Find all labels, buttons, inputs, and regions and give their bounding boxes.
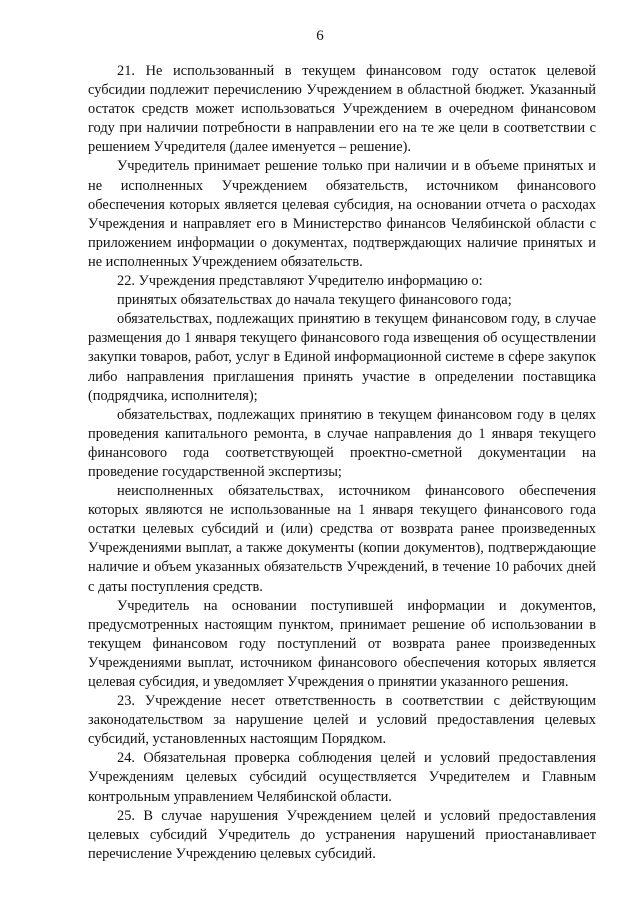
page-number: 6 (316, 28, 324, 44)
paragraph-25: 25. В случае нарушения Учреждением целей и условий предоставления целевых субсидий Учредитель до устранения нарушений приостанавливает перечисление Учреждению целевых субсидий. (88, 807, 596, 862)
paragraph-repair-obligations: обязательствах, подлежащих принятию в текущем финансовом году в целях проведения капитального ремонта, в случае направления до 1 января текущего финансового года соответствующей проектно-сметной документации на проведение государственной экспертизы; (88, 406, 596, 480)
paragraph-founder-returns-decision: Учредитель на основании поступившей информации и документов, предусмотренных настоящим пунктом, принимает решение об использовании в текущем финансовом году поступлений от возврата ранее произведенных Учреждениями выплат, источником финансового обеспечения которых является целевая субсидия, и уведомляет Учреждения о принятии указанного решения. (88, 597, 596, 690)
paragraph-unfulfilled-obligations: неисполненных обязательствах, источником финансового обеспечения которых являются не использованные на 1 января текущего финансового года остатки целевых субсидий и (или) средства от возврата ранее произведенных Учреждениями выплат, а также документы (копии документов), подтверждающие наличие и объем указанных обязательств Учреждений, в течение 10 рабочих дней с даты поступления средств. (88, 483, 596, 595)
paragraph-22: 22. Учреждения представляют Учредителю информацию о: (117, 273, 483, 290)
paragraph-procurement-obligations: обязательствах, подлежащих принятию в текущем финансовом году, в случае размещения до 1 января текущего финансового года извещения об осуществлении закупки товаров, работ, услуг в Единой информационной системе в сфере закупок либо направления приглашения принять участие в определении поставщика (подрядчика, исполнителя); (88, 311, 596, 404)
paragraph-24: 24. Обязательная проверка соблюдения целей и условий предоставления Учреждениям целевых субсидий осуществляется Учредителем и Главным контрольным управлением Челябинской области. (88, 750, 596, 805)
paragraph-21: 21. Не использованный в текущем финансовом году остаток целевой субсидии подлежит перечислению Учреждением в областной бюджет. Указанный остаток средств может использоваться Учреждением в очередном финансовом году при наличии потребности в направлении его на те же цели в соответствии с решением Учредителя (далее именуется – решение). (88, 63, 596, 156)
paragraph-23: 23. Учреждение несет ответственность в соответствии с действующим законодательством за нарушение целей и условий предоставления целевых субсидий, установленных настоящим Порядком. (88, 693, 596, 748)
paragraph-accepted-obligations: принятых обязательствах до начала текущего финансового года; (117, 292, 512, 309)
paragraph-founder-decision: Учредитель принимает решение только при наличии и в объеме принятых и не исполненных Учреждением обязательств, источником финансового обеспечения которых является целевая субсидия, на основании отчета о расходах Учреждения и направляет его в Министерство финансов Челябинской области с приложением информации о документах, подтверждающих наличие принятых и не исполненных Учреждением обязательств. (88, 158, 596, 270)
document-body (88, 62, 596, 864)
